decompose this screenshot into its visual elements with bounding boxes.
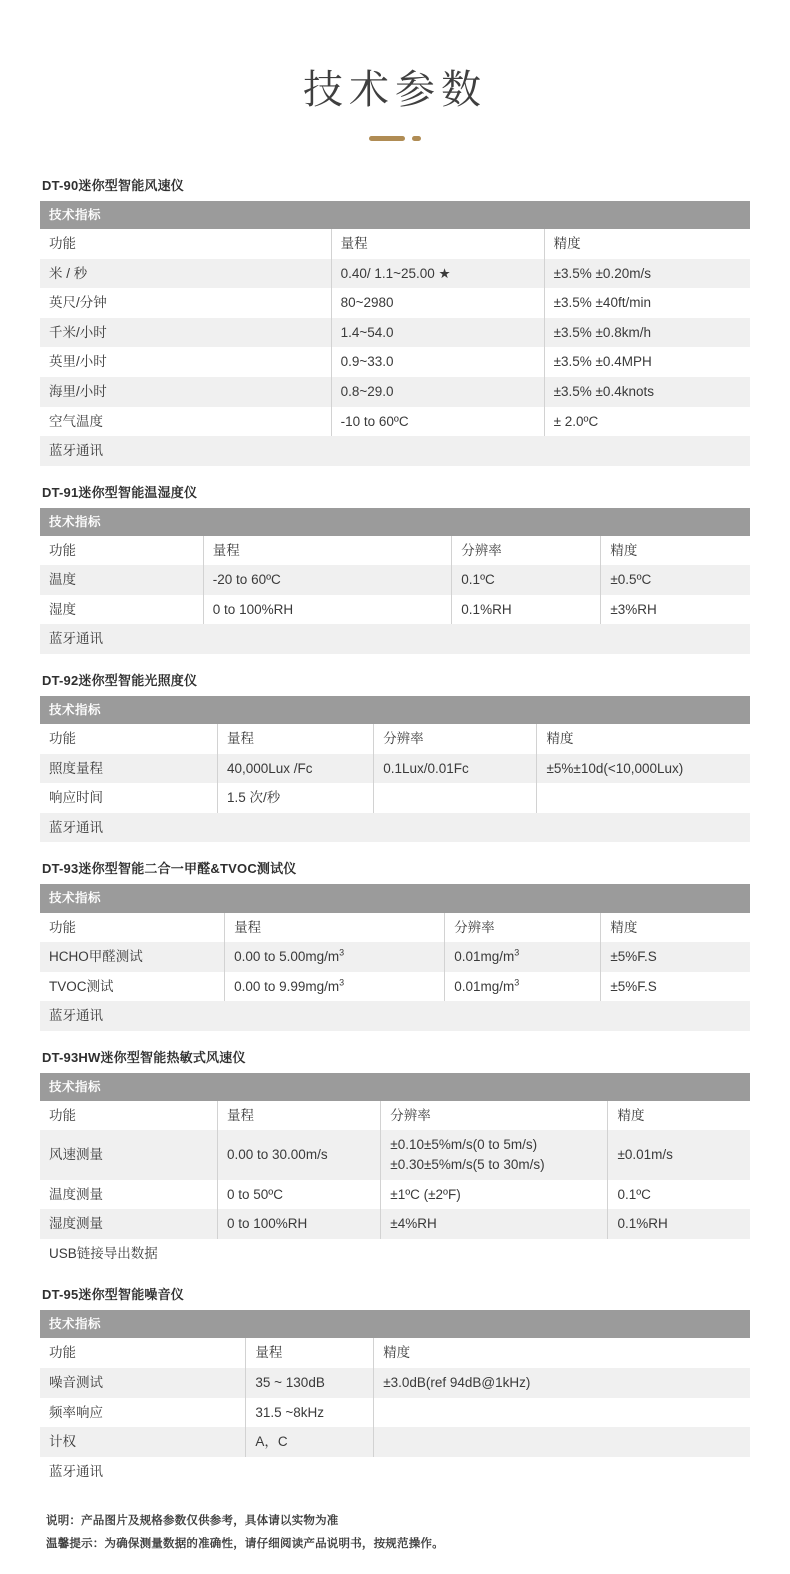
column-header: 精度 [601, 536, 750, 566]
cell-range: 0.00 to 30.00m/s [218, 1130, 381, 1179]
footer-label: 蓝牙通讯 [40, 1001, 750, 1031]
cell-resolution: $0.01mg/m^3$ [445, 972, 601, 1002]
cell-accuracy: ±5%F.S [601, 942, 750, 972]
column-header: 分辨率 [374, 724, 537, 754]
cell-function: 温度 [40, 565, 203, 595]
cell-range: 31.5 ~8kHz [246, 1398, 374, 1428]
table-footer-row [40, 624, 750, 654]
cell-accuracy: ± 2.0ºC [544, 407, 750, 437]
cell-accuracy: ±5%±10d(<10,000Lux) [537, 754, 750, 784]
footer-label: 蓝牙通讯 [40, 436, 750, 466]
footer-label: 蓝牙通讯 [40, 1457, 750, 1487]
cell-function: HCHO甲醛测试 [40, 942, 225, 972]
table-row [40, 407, 750, 437]
table-header-row [40, 201, 750, 229]
column-header: 精度 [537, 724, 750, 754]
cell-accuracy: 0.1ºC [608, 1180, 750, 1210]
table-row [40, 565, 750, 595]
column-header: 功能 [40, 1101, 218, 1131]
cell-function: 响应时间 [40, 783, 218, 813]
section-dt93 [40, 858, 750, 1030]
cell-function: 米 / 秒 [40, 259, 331, 289]
table-footer-row [40, 436, 750, 466]
cell-function: TVOC测试 [40, 972, 225, 1002]
section-title: DT-92迷你型智能光照度仪 [42, 673, 198, 688]
cell-accuracy: ±3.5% ±40ft/min [544, 288, 750, 318]
cell-accuracy: ±3.0dB(ref 94dB@1kHz) [374, 1368, 750, 1398]
cell-resolution: ±4%RH [381, 1209, 608, 1239]
cell-range: -20 to 60ºC [203, 565, 452, 595]
column-header: 量程 [225, 913, 445, 943]
cell-accuracy [374, 1398, 750, 1428]
column-header: 分辨率 [445, 913, 601, 943]
cell-accuracy: ±3.5% ±0.8km/h [544, 318, 750, 348]
cell-function: 频率响应 [40, 1398, 246, 1428]
table-header-row [40, 884, 750, 912]
table-row [40, 288, 750, 318]
cell-function: 计权 [40, 1427, 246, 1457]
section-dt91 [40, 482, 750, 654]
column-header: 精度 [374, 1338, 750, 1368]
table-row [40, 1130, 750, 1179]
cell-accuracy: ±3.5% ±0.4MPH [544, 347, 750, 377]
cell-accuracy: ±0.01m/s [608, 1130, 750, 1179]
table-header-label: 技术指标 [40, 1310, 750, 1338]
footer-label: USB链接导出数据 [40, 1239, 750, 1269]
cell-function: 温度测量 [40, 1180, 218, 1210]
column-header: 分辨率 [381, 1101, 608, 1131]
cell-resolution: 0.1ºC [452, 565, 601, 595]
column-header: 功能 [40, 724, 218, 754]
column-header: 精度 [601, 913, 750, 943]
cell-resolution: 0.1Lux/0.01Fc [374, 754, 537, 784]
page-title: 技术参数 [303, 68, 487, 112]
cell-range: 0.8~29.0 [331, 377, 544, 407]
cell-function: 风速测量 [40, 1130, 218, 1179]
section-title: DT-95迷你型智能噪音仪 [42, 1287, 185, 1303]
footer-label: 蓝牙通讯 [40, 813, 750, 843]
table-header-row [40, 696, 750, 724]
table-column-headers [40, 536, 750, 566]
section-dt90 [40, 175, 750, 466]
table-row [40, 942, 750, 972]
cell-range: 0 to 100%RH [218, 1209, 381, 1239]
spec-table [40, 1073, 750, 1269]
table-header-row [40, 1073, 750, 1101]
spec-table [40, 884, 750, 1030]
cell-range: -10 to 60ºC [331, 407, 544, 437]
cell-resolution [374, 783, 537, 813]
cell-function: 英里/小时 [40, 347, 331, 377]
column-header: 精度 [608, 1101, 750, 1131]
table-column-headers [40, 1101, 750, 1131]
footer-label: 蓝牙通讯 [40, 624, 750, 654]
cell-function: 千米/小时 [40, 318, 331, 348]
cell-function: 英尺/分钟 [40, 288, 331, 318]
footnotes [40, 1510, 750, 1556]
column-header: 量程 [331, 229, 544, 259]
table-row [40, 754, 750, 784]
cell-range: 0 to 50ºC [218, 1180, 381, 1210]
table-row [40, 1427, 750, 1457]
cell-resolution-line1: ±0.10±5%m/s(0 to 5m/s) [390, 1137, 538, 1153]
cell-accuracy [374, 1427, 750, 1457]
table-row [40, 783, 750, 813]
column-header: 量程 [246, 1338, 374, 1368]
section-dt92 [40, 670, 750, 842]
table-footer-row [40, 813, 750, 843]
table-column-headers [40, 229, 750, 259]
spec-table [40, 201, 750, 466]
column-header: 量程 [203, 536, 452, 566]
cell-resolution: ±1ºC (±2ºF) [381, 1180, 608, 1210]
table-header-label: 技术指标 [40, 884, 750, 912]
column-header: 功能 [40, 1338, 246, 1368]
cell-range: 0 to 100%RH [203, 595, 452, 625]
spec-table [40, 696, 750, 842]
title-divider [40, 136, 750, 141]
section-title: DT-93HW迷你型智能热敏式风速仪 [42, 1049, 246, 1065]
cell-range: 1.4~54.0 [331, 318, 544, 348]
column-header: 功能 [40, 536, 203, 566]
table-row [40, 1398, 750, 1428]
cell-function: 空气温度 [40, 407, 331, 437]
cell-accuracy: ±0.5ºC [601, 565, 750, 595]
section-title: DT-93迷你型智能二合一甲醛&TVOC测试仪 [42, 861, 297, 877]
table-row [40, 377, 750, 407]
section-title: DT-90迷你型智能风速仪 [42, 178, 185, 193]
table-footer-row [40, 1457, 750, 1487]
footnote-tip: 温馨提示：为确保测量数据的准确性，请仔细阅读产品说明书，按规范操作。 [46, 1538, 444, 1551]
table-row [40, 347, 750, 377]
table-header-row [40, 1310, 750, 1338]
table-column-headers [40, 913, 750, 943]
table-row [40, 1368, 750, 1398]
table-footer-row [40, 1001, 750, 1031]
cell-function: 湿度 [40, 595, 203, 625]
column-header: 功能 [40, 913, 225, 943]
section-dt93hw [40, 1047, 750, 1269]
column-header: 精度 [544, 229, 750, 259]
cell-function: 照度量程 [40, 754, 218, 784]
table-row [40, 595, 750, 625]
cell-range: 0.00 to $5.00mg/m^3$ [225, 942, 445, 972]
cell-range: 80~2980 [331, 288, 544, 318]
cell-accuracy: ±5%F.S [601, 972, 750, 1002]
section-title: DT-91迷你型智能温湿度仪 [42, 484, 198, 500]
table-row [40, 1209, 750, 1239]
cell-accuracy: 0.1%RH [608, 1209, 750, 1239]
cell-accuracy: ±3%RH [601, 595, 750, 625]
table-header-label: 技术指标 [40, 201, 750, 229]
table-header-row [40, 508, 750, 536]
table-column-headers [40, 1338, 750, 1368]
cell-range: 0.40/ 1.1~25.00 ★ [331, 259, 544, 289]
cell-range: 1.5 次/秒 [218, 783, 374, 813]
table-header-label: 技术指标 [40, 1073, 750, 1101]
cell-accuracy: ±3.5% ±0.4knots [544, 377, 750, 407]
cell-accuracy [537, 783, 750, 813]
cell-range: 0.00 to $9.99mg/m^3$ [225, 972, 445, 1002]
spec-table [40, 1310, 750, 1486]
cell-function: 海里/小时 [40, 377, 331, 407]
cell-resolution: $0.01mg/m^3$ [445, 942, 601, 972]
table-row [40, 1180, 750, 1210]
cell-range: 35 ~ 130dB [246, 1368, 374, 1398]
cell-function: 噪音测试 [40, 1368, 246, 1398]
cell-function: 湿度测量 [40, 1209, 218, 1239]
column-header: 分辨率 [452, 536, 601, 566]
table-row [40, 318, 750, 348]
cell-range: 0.9~33.0 [331, 347, 544, 377]
column-header: 量程 [218, 724, 374, 754]
table-row [40, 259, 750, 289]
footnote-disclaimer: 说明：产品图片及规格参数仅供参考，具体请以实物为准 [46, 1515, 339, 1528]
table-row [40, 972, 750, 1002]
cell-accuracy: ±3.5% ±0.20m/s [544, 259, 750, 289]
spec-table [40, 508, 750, 654]
cell-resolution: 0.1%RH [452, 595, 601, 625]
divider-bar-icon [369, 136, 405, 141]
cell-range: A，C [246, 1427, 374, 1457]
section-dt95 [40, 1284, 750, 1486]
table-header-label: 技术指标 [40, 696, 750, 724]
column-header: 量程 [218, 1101, 381, 1131]
table-footer-row [40, 1239, 750, 1269]
table-column-headers [40, 724, 750, 754]
table-header-label: 技术指标 [40, 508, 750, 536]
divider-dot-icon [412, 136, 421, 141]
cell-resolution-line2: ±0.30±5%m/s(5 to 30m/s) [390, 1157, 545, 1172]
column-header: 功能 [40, 229, 331, 259]
cell-range: 40,000Lux /Fc [218, 754, 374, 784]
cell-resolution [381, 1130, 608, 1179]
